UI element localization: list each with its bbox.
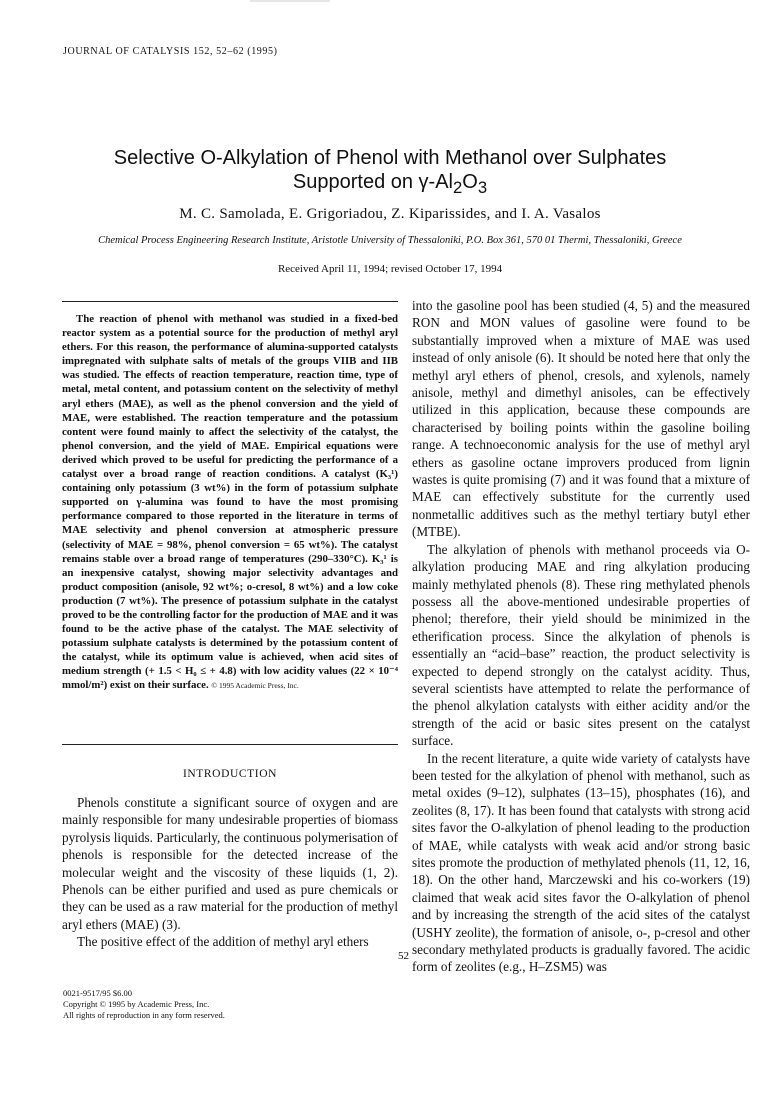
abstract (62, 312, 398, 694)
title-line-1: Selective O-Alkylation of Phenol with Methanol over Sulphates (113, 147, 667, 169)
received-dates: Received April 11, 1994; revised October 17, 1994 (277, 263, 503, 275)
right-column-body (412, 297, 750, 976)
copyright-footer: 0021-9517/95 $6.00 Copyright © 1995 by Academic Press, Inc. All rights of reproduction in any form reserved. (63, 988, 225, 1020)
affiliation: Chemical Process Engineering Research Institute, Aristotle University of Thessaloniki, P.O. Box 361, 570 01 Thermi, Thessaloniki, Greece (98, 235, 682, 246)
paragraph: The positive effect of the addition of methyl aryl ethers (77, 934, 369, 950)
page-number: 52 (398, 950, 409, 962)
journal-header: JOURNAL OF CATALYSIS 152, 52–62 (1995) (63, 46, 278, 57)
abstract-bottom-rule (62, 744, 398, 745)
left-column-body (62, 794, 398, 951)
paper-title (40, 146, 740, 200)
abstract-top-rule (62, 301, 398, 302)
paragraph: The alkylation of phenols with methanol proceeds via O-alkylation producing MAE and ring alkylation producing mainly methylated phenols (8). These ring methylated phenols possess all the above-mentioned undesirable properties of phenol; therefore, their yield should be minimized in the etherification process. Since the alkylation of phenols is essentially an “acid–base” reaction, the product selectivity is expected to depend strongly on the catalyst acidity. Thus, several scientists have attempted to relate the performance of the phenol alkylation catalysts with either acidity and/or the strength of the acid or basic sites present on the catalyst surface. (412, 541, 750, 749)
authors: M. C. Samolada, E. Grigoriadou, Z. Kiparissides, and I. A. Vasalos (179, 206, 601, 222)
scan-artifact (250, 0, 330, 2)
section-heading-introduction: INTRODUCTION (182, 768, 278, 780)
title-line-2: Supported on $\gamma-Al_2O_3$ (292, 171, 488, 197)
paragraph: Phenols constitute a significant source of oxygen and are mainly responsible for many undesirable properties of biomass pyrolysis liquids. Particularly, the continuous polymerisation of phenols is responsible for the detected increase of the molecular weight and the viscosity of these liquids (1, 2). Phenols can be either purified and used as pure chemicals or they can be used as a raw material for the production of methyl aryl ethers (MAE) (3). (62, 795, 398, 932)
abstract-text: The reaction of phenol with methanol was studied in a fixed-bed reactor system as a potential source for the production of methyl aryl ethers. For this reason, the performance of alumina-supported catalysts impregnated with sulphate salts of metals of the groups VIIB and IIB was studied. The effects of reaction temperature, reaction time, type of metal, metal content, and potassium content on the selectivity of methyl aryl ethers (MAE), as well as the phenol conversion and the yield of MAE, were established. The reaction temperature and the potassium content were found mainly to affect the selectivity of the catalyst, the phenol conversion, and the yield of MAE. Empirical equations were derived which proved to be useful for predicting the performance of a catalyst over a broad range of reaction conditions. A catalyst (K₃¹) containing only potassium (3 wt%) in the form of potassium sulphate supported on γ-alumina was found to have the most promising performance compared to those reported in the literature in terms of MAE selectivity and phenol conversion at atmospheric pressure (selectivity of MAE = 98%, phenol conversion = 65 wt%). The catalyst remains stable over a broad range of temperatures (290–330°C). K₃¹ is an inexpensive catalyst, showing major selectivity advantages and product composition (anisole, 92 wt%; o-cresol, 8 wt%) and a low coke production (7 wt%). The presence of potassium sulphate in the catalyst proved to be the controlling factor for the production of MAE and it was found to be the active phase of the catalyst. The MAE selectivity of potassium sulphate catalysts is determined by the potassium content of the catalyst, while its optimum value is achieved, when acid sites of medium strength (+ 1.5 < H₀ ≤ + 4.8) with low acidity values (22 × 10⁻⁴ mmol/m²) exist on their surface. (62, 313, 398, 692)
paragraph: In the recent literature, a quite wide variety of catalysts have been tested for the alkylation of phenol with methanol, such as metal oxides (9–12), sulphates (13–15), phosphates (16), and zeolites (8, 17). It has been found that catalysts with strong acid sites favor the O-alkylation of phenol leading to the production of MAE, while catalysts with weak acid and/or strong basic sites promote the production of methylated phenols (11, 12, 16, 18). On the other hand, Marczewski and his co-workers (19) claimed that weak acid sites favor the O-alkylation of phenol and by increasing the strength of the acid sites of the catalyst (USHY zeolite), the formation of anisole, o-, p-cresol and other secondary methylated products is gradually favored. The acidic form of zeolites (e.g., H–ZSM5) was (412, 750, 750, 975)
paragraph: into the gasoline pool has been studied (4, 5) and the measured RON and MON values of gasoline were found to be substantially improved when a mixture of MAE was used instead of only anisole (6). It should be noted here that only the methyl aryl ethers of phenol, cresols, and xylenols, namely anisole, methyl and dimethyl anisoles, can be effectively utilized in this application, because these compounds are characterised by boiling points within the gasoline boiling range. A technoeconomic analysis for the use of methyl aryl ethers as gasoline octane improvers produced from lignin wastes is quite promising (7) and it was found that a mixture of MAE can effectively substitute for the currently used nonmetallic additives such as the methyl tertiary butyl ether (MTBE). (412, 298, 750, 540)
abstract-copyright: © 1995 Academic Press, Inc. (211, 681, 299, 691)
